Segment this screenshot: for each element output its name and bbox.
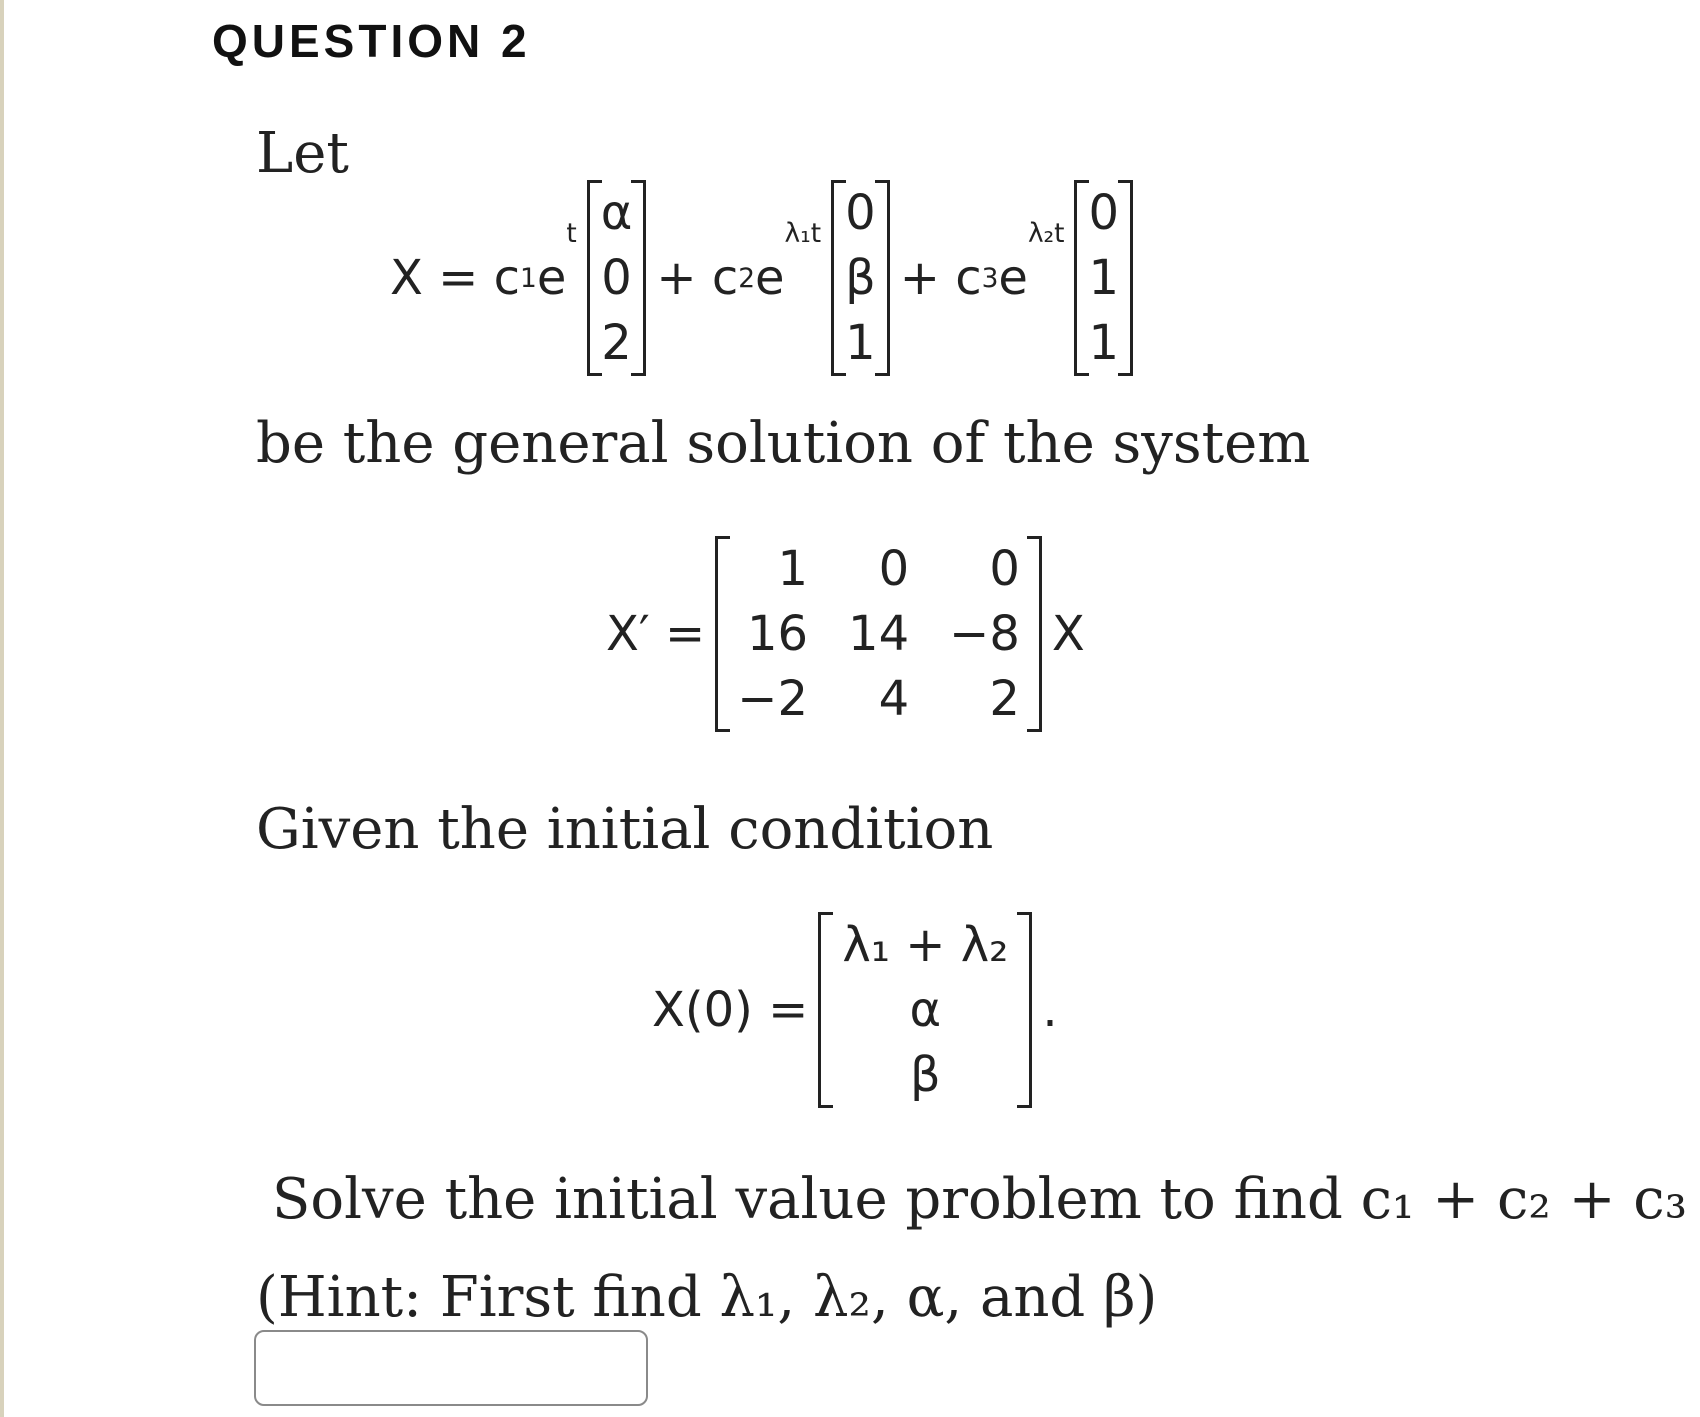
gs-sub2: 2 <box>738 262 756 294</box>
matrix-cell: 16 <box>746 605 809 662</box>
question-title: QUESTION 2 <box>212 15 531 67</box>
matrix-cell: 4 <box>878 671 910 728</box>
initial-lhs: X(0) = <box>652 982 809 1038</box>
gs-sub1: 1 <box>520 262 537 294</box>
gs-vector-1 <box>587 180 647 376</box>
gs-vector-2 <box>831 180 890 376</box>
answer-input[interactable] <box>254 1330 648 1406</box>
left-border <box>0 0 4 1417</box>
matrix-cell: −2 <box>737 671 809 728</box>
gs-vec1-item: 2 <box>601 315 632 372</box>
gs-e3: e <box>998 250 1028 306</box>
gs-vec2-item: β <box>845 249 876 306</box>
gs-vec2-item: 1 <box>845 315 876 372</box>
matrix-cell: 1 <box>777 540 809 597</box>
system-lhs: X′ = <box>606 606 706 662</box>
initial-end: . <box>1042 982 1058 1038</box>
matrix-cell: 2 <box>989 671 1020 728</box>
gs-vec3-item: 1 <box>1088 315 1120 372</box>
gs-vec3-item: 0 <box>1088 184 1120 241</box>
initial-condition-equation <box>652 912 1058 1108</box>
gs-vec1-item: α <box>600 184 633 241</box>
initial-vec-item: α <box>909 981 942 1038</box>
solve-text: Solve the initial value problem to find c₁ + c₂ + c₃ <box>272 1167 1688 1232</box>
initial-vec-item: β <box>910 1047 941 1104</box>
gs-sub3: 3 <box>981 262 999 294</box>
hint-text: (Hint: First find λ₁, λ₂, α, and β) <box>256 1265 1158 1330</box>
matrix-cell: 0 <box>989 540 1020 597</box>
gs-e1: e <box>536 250 567 306</box>
gs-vector-3 <box>1074 180 1133 376</box>
system-rhs: X <box>1051 606 1085 662</box>
gs-plus3: + c <box>899 250 982 306</box>
gs-e2: e <box>755 250 785 306</box>
given-text: Given the initial condition <box>256 797 994 862</box>
initial-vec-item: λ₁ + λ₂ <box>842 916 1009 973</box>
gs-exp2: λ₁t <box>784 218 822 249</box>
initial-vector <box>818 912 1032 1108</box>
matrix-cell: −8 <box>949 605 1020 662</box>
gs-vec3-item: 1 <box>1088 249 1120 306</box>
gs-lhs: X = c <box>390 250 521 306</box>
gs-vec2-item: 0 <box>845 184 876 241</box>
general-solution-equation <box>390 180 1143 376</box>
system-equation <box>606 536 1085 732</box>
system-matrix <box>715 536 1042 732</box>
gs-exp3: λ₂t <box>1027 218 1065 249</box>
let-text: Let <box>256 121 349 186</box>
matrix-cell: 14 <box>848 605 910 662</box>
gs-vec1-item: 0 <box>601 249 632 306</box>
matrix-cell: 0 <box>878 540 910 597</box>
gs-plus2: + c <box>656 250 739 306</box>
gs-exp1: t <box>566 218 577 249</box>
be-the-text: be the general solution of the system <box>256 411 1311 476</box>
